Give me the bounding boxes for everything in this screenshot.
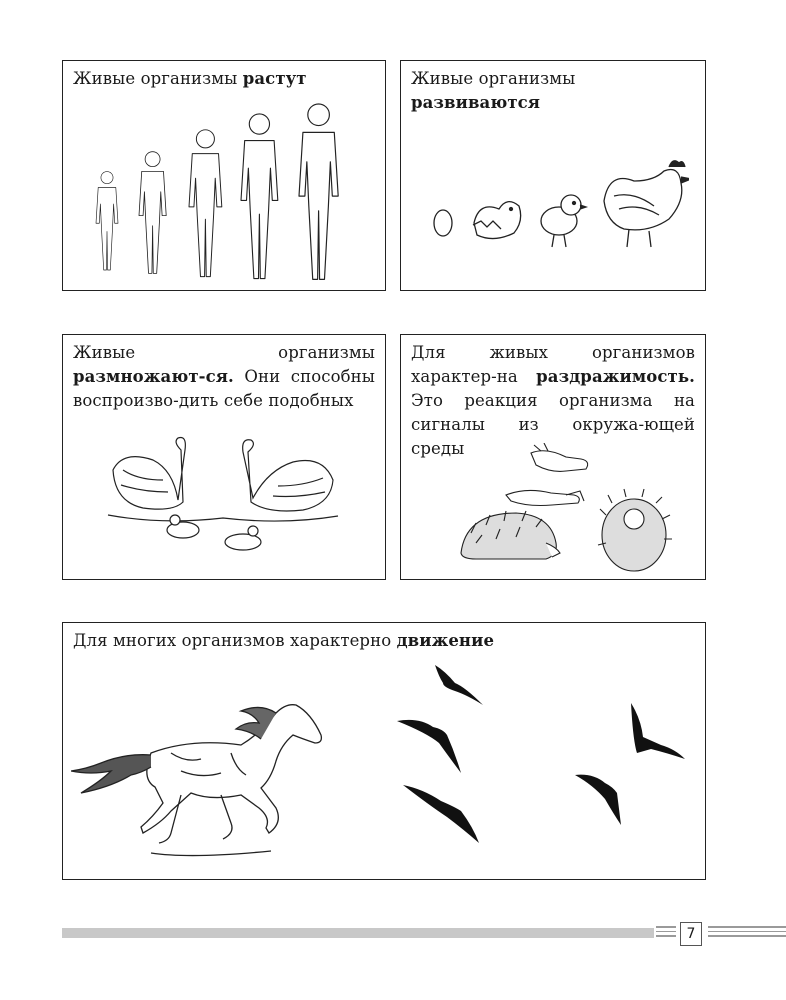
- chick-hatching-icon: [473, 202, 521, 239]
- duckling-icon: [225, 526, 261, 550]
- horse-illustration: [71, 683, 331, 863]
- caption-text: Живые организмы: [73, 69, 243, 88]
- card-development-caption: [411, 67, 695, 115]
- birds-illustration: [383, 657, 693, 847]
- hedgehog-icon: [461, 511, 560, 559]
- caption-bold: растут: [242, 69, 307, 88]
- card-motion-caption: [73, 629, 695, 653]
- bird-silhouette-icon: [397, 720, 461, 773]
- swan-icon: [243, 440, 333, 511]
- hand-icon: [531, 443, 588, 471]
- bird-silhouette-icon: [435, 665, 483, 705]
- caption-text: Живые организмы: [411, 69, 576, 88]
- footer-bar: [62, 928, 654, 938]
- horse-icon: [71, 705, 321, 856]
- caption-bold: раздражимость.: [536, 367, 695, 386]
- human-figure-icon: [139, 152, 166, 274]
- swan-icon: [113, 438, 185, 510]
- card-growth-caption: [73, 67, 375, 91]
- card-reproduction-caption: [73, 341, 375, 413]
- human-figure-icon: [96, 172, 118, 270]
- chick-icon: [541, 195, 586, 247]
- hen-icon: [604, 161, 689, 247]
- human-figure-icon: [189, 130, 222, 277]
- chicken-development-illustration: [429, 151, 689, 251]
- duckling-icon: [167, 515, 199, 538]
- swans-illustration: [103, 430, 343, 560]
- bird-silhouette-icon: [575, 775, 621, 825]
- hedgehog-illustration: [456, 443, 686, 573]
- caption-bold: размножают-ся.: [73, 367, 234, 386]
- human-growth-illustration: [91, 101, 361, 281]
- footer-lines-right: [708, 926, 786, 940]
- card-irritability: [400, 334, 706, 580]
- caption-bold: развиваются: [411, 93, 541, 112]
- caption-text-after: Они способны воспроизво-дить себе подобных: [73, 367, 375, 410]
- hand-icon: [506, 490, 584, 505]
- card-growth: [62, 60, 386, 291]
- page-number: 7: [680, 922, 702, 946]
- caption-text: Для многих организмов характерно: [73, 631, 397, 650]
- footer-lines-left: [656, 926, 676, 940]
- bird-silhouette-icon: [403, 785, 479, 843]
- card-motion: [62, 622, 706, 880]
- human-figure-icon: [241, 114, 278, 279]
- card-development: [400, 60, 706, 291]
- human-figure-icon: [299, 104, 338, 279]
- egg-icon: [434, 210, 452, 236]
- caption-bold: движение: [396, 631, 495, 650]
- caption-text: Для живых организмов характер-на: [411, 343, 695, 386]
- bird-silhouette-icon: [631, 703, 685, 759]
- caption-text-after: Это реакция организма на сигналы из окружа-ющей среды: [411, 391, 695, 458]
- caption-text: Живые организмы: [73, 343, 375, 362]
- card-reproduction: [62, 334, 386, 580]
- hedgehog-rolled-icon: [598, 489, 672, 571]
